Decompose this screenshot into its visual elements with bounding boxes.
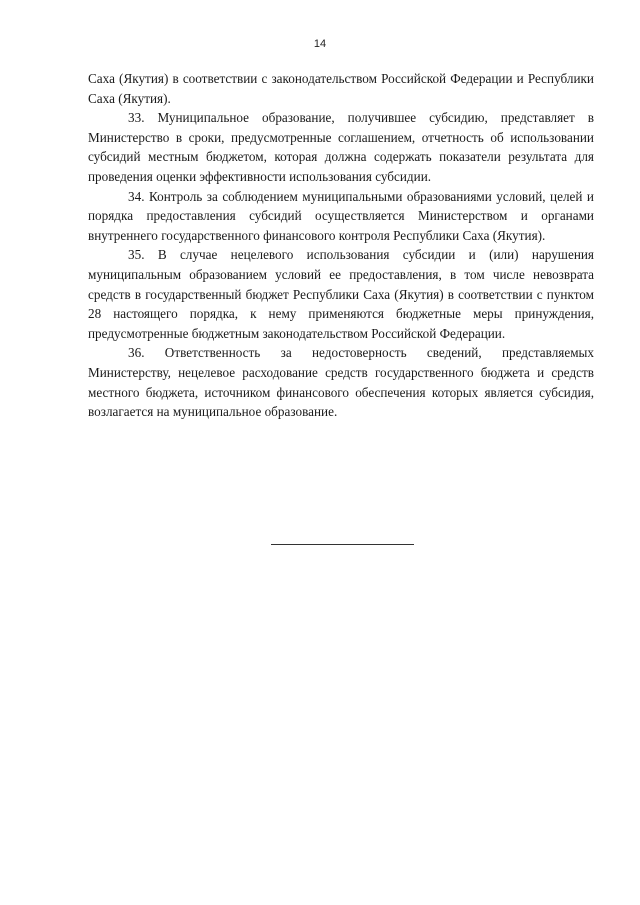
- paragraph-34: 34. Контроль за соблюдением муниципальными образованиями условий, целей и порядка предоставления субсидий осуществляется Министерством и органами внутреннего государственного финансового контроля Республики Саха (Якутия).: [88, 188, 594, 243]
- paragraph-35: 35. В случае нецелевого использования субсидии и (или) нарушения муниципальным образованием условий ее предоставления, в том числе невозврата средств в государственный бюджет Республики Саха (Якутия) в соответствии с пунктом 28 настоящего порядка, к нему применяются бюджетные меры принуждения, предусмотренные бюджетным законодательством Российской Федерации.: [88, 247, 594, 341]
- paragraph-36: 36. Ответственность за недостоверность сведений, представляемых Министерству, нецелевое расходование средств государственного бюджета и средств местного бюджета, источником финансового обеспечения которых является субсидия, возлагается на муниципальное образование.: [88, 345, 594, 420]
- document-body: [88, 69, 594, 422]
- paragraph-33: 33. Муниципальное образование, получившее субсидию, представляет в Министерство в сроки, предусмотренные соглашением, отчетность об использовании субсидий местным бюджетом, которая должна содержать показатели результата для проведения оценки эффективности использования субсидии.: [88, 110, 594, 184]
- page-number: 14: [313, 38, 327, 50]
- document-end-divider: [271, 544, 414, 545]
- paragraph-continuation: Саха (Якутия) в соответствии с законодательством Российской Федерации и Республики Саха (Якутия).: [88, 71, 594, 106]
